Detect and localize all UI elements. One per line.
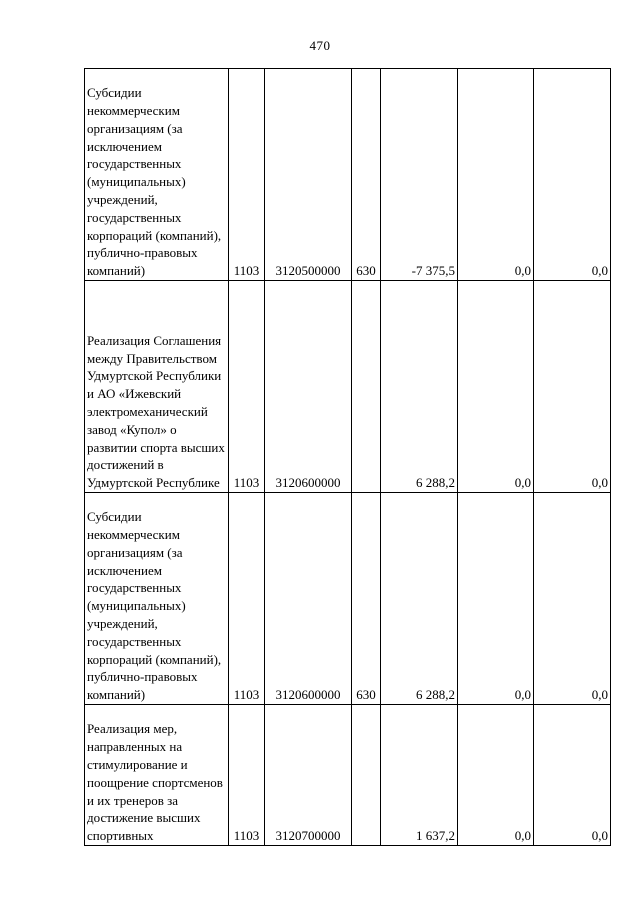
amount-1: -7 375,5 — [381, 69, 458, 281]
target-article-code: 3120600000 — [265, 493, 352, 705]
table-row — [85, 69, 611, 281]
row-name: Субсидии некоммерческим организациям (за исключением государственных (муниципальных) учреждений, государственных корпораций (компаний), публично-правовых компаний) — [85, 69, 229, 281]
amount-3: 0,0 — [534, 281, 611, 493]
table-row — [85, 493, 611, 705]
section-code: 1103 — [229, 493, 265, 705]
row-name: Реализация мер, направленных на стимулирование и поощрение спортсменов и их тренеров за достижение высших спортивных — [85, 705, 229, 846]
amount-1: 1 637,2 — [381, 705, 458, 846]
section-code: 1103 — [229, 705, 265, 846]
amount-3: 0,0 — [534, 705, 611, 846]
table-row — [85, 281, 611, 493]
target-article-code: 3120500000 — [265, 69, 352, 281]
target-article-code: 3120600000 — [265, 281, 352, 493]
expense-type-code — [352, 281, 381, 493]
amount-2: 0,0 — [458, 493, 534, 705]
amount-1: 6 288,2 — [381, 281, 458, 493]
amount-2: 0,0 — [458, 281, 534, 493]
budget-table — [84, 68, 611, 846]
section-code: 1103 — [229, 69, 265, 281]
section-code: 1103 — [229, 281, 265, 493]
table-row — [85, 705, 611, 846]
amount-3: 0,0 — [534, 69, 611, 281]
amount-1: 6 288,2 — [381, 493, 458, 705]
amount-2: 0,0 — [458, 705, 534, 846]
expense-type-code — [352, 705, 381, 846]
target-article-code: 3120700000 — [265, 705, 352, 846]
amount-2: 0,0 — [458, 69, 534, 281]
page-number: 470 — [309, 38, 331, 53]
amount-3: 0,0 — [534, 493, 611, 705]
row-name: Реализация Соглашения между Правительством Удмуртской Республики и АО «Ижевский электромеханический завод «Купол» о развитии спорта высших достижений в Удмуртской Республике — [85, 281, 229, 493]
expense-type-code: 630 — [352, 69, 381, 281]
expense-type-code: 630 — [352, 493, 381, 705]
row-name: Субсидии некоммерческим организациям (за исключением государственных (муниципальных) учреждений, государственных корпораций (компаний), публично-правовых компаний) — [85, 493, 229, 705]
